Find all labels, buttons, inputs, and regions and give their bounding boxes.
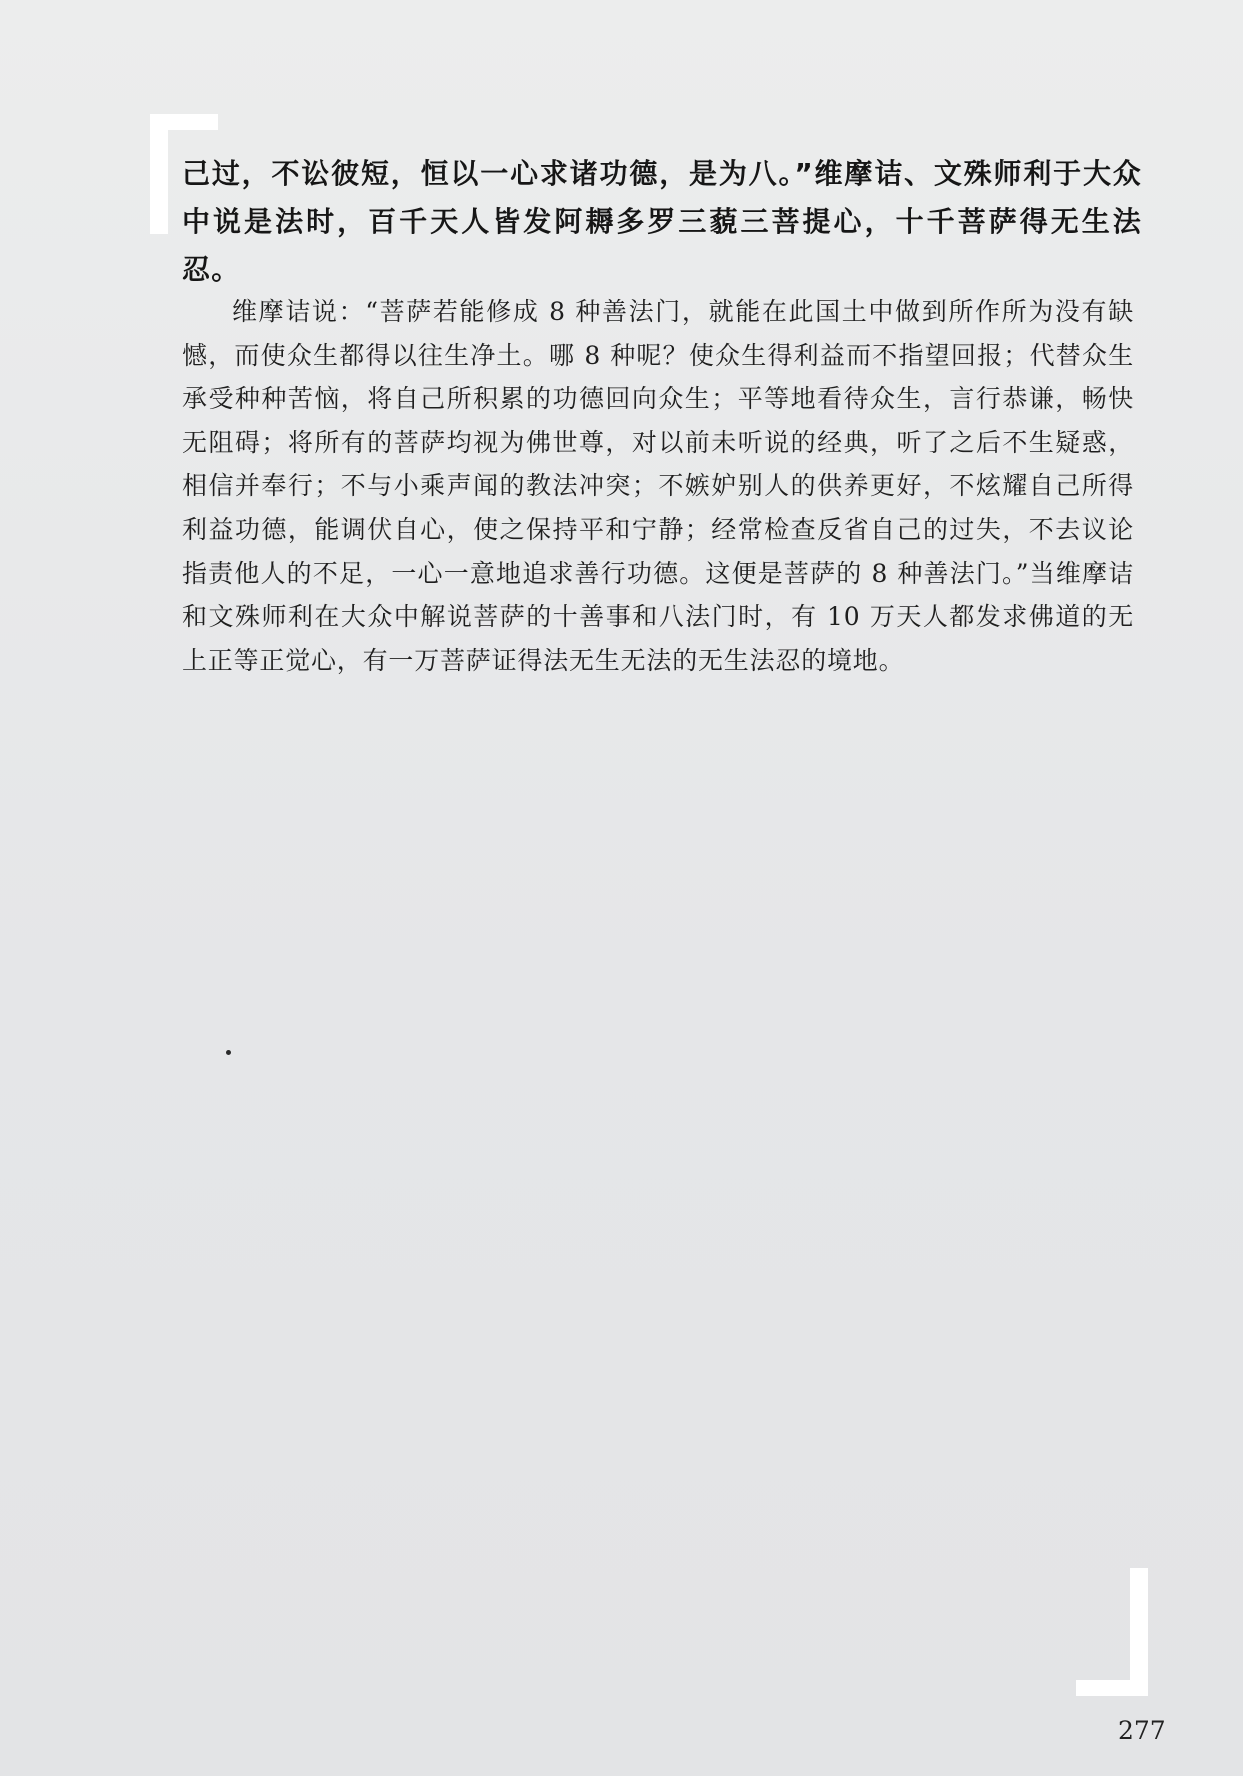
corner-bracket-top-left [150,114,168,234]
translation-paragraph: 维摩诘说：“菩萨若能修成 8 种善法门，就能在此国土中做到所作所为没有缺憾，而使众生都得以往生净土。哪 8 种呢？使众生得利益而不指望回报；代替众生承受种种苦恼，将自己所积累的功德回向众生；平等地看待众生，言行恭谦，畅快无阻碍；将所有的菩萨均视为佛世尊，对以前未听说的经典，听了之后不生疑惑，相信并奉行；不与小乘声闻的教法冲突；不嫉妒别人的供养更好，不炫耀自己所得利益功德，能调伏自心，使之保持平和宁静；经常检查反省自己的过失，不去议论指责他人的不足，一心一意地追求善行功德。这便是菩萨的 8 种善法门。”当维摩诘和文殊师利在大众中解说菩萨的十善事和八法门时，有 10 万天人都发求佛道的无上正等正觉心，有一万菩萨证得法无生无法的无生法忍的境地。 [182,297,1134,675]
corner-bracket-bottom-right [1130,1568,1148,1696]
page-number: 277 [1118,1716,1166,1745]
quoted-scripture-paragraph: 己过，不讼彼短，恒以一心求诸功德，是为八。”维摩诘、文殊师利于大众中说是法时，百千天人皆发阿耨多罗三藐三菩提心，十千菩萨得无生法忍。 [182,157,1142,286]
scan-speck [226,1050,231,1055]
corner-bracket-bottom-right-arm [1076,1680,1148,1696]
corner-bracket-top-left-arm [150,114,218,130]
